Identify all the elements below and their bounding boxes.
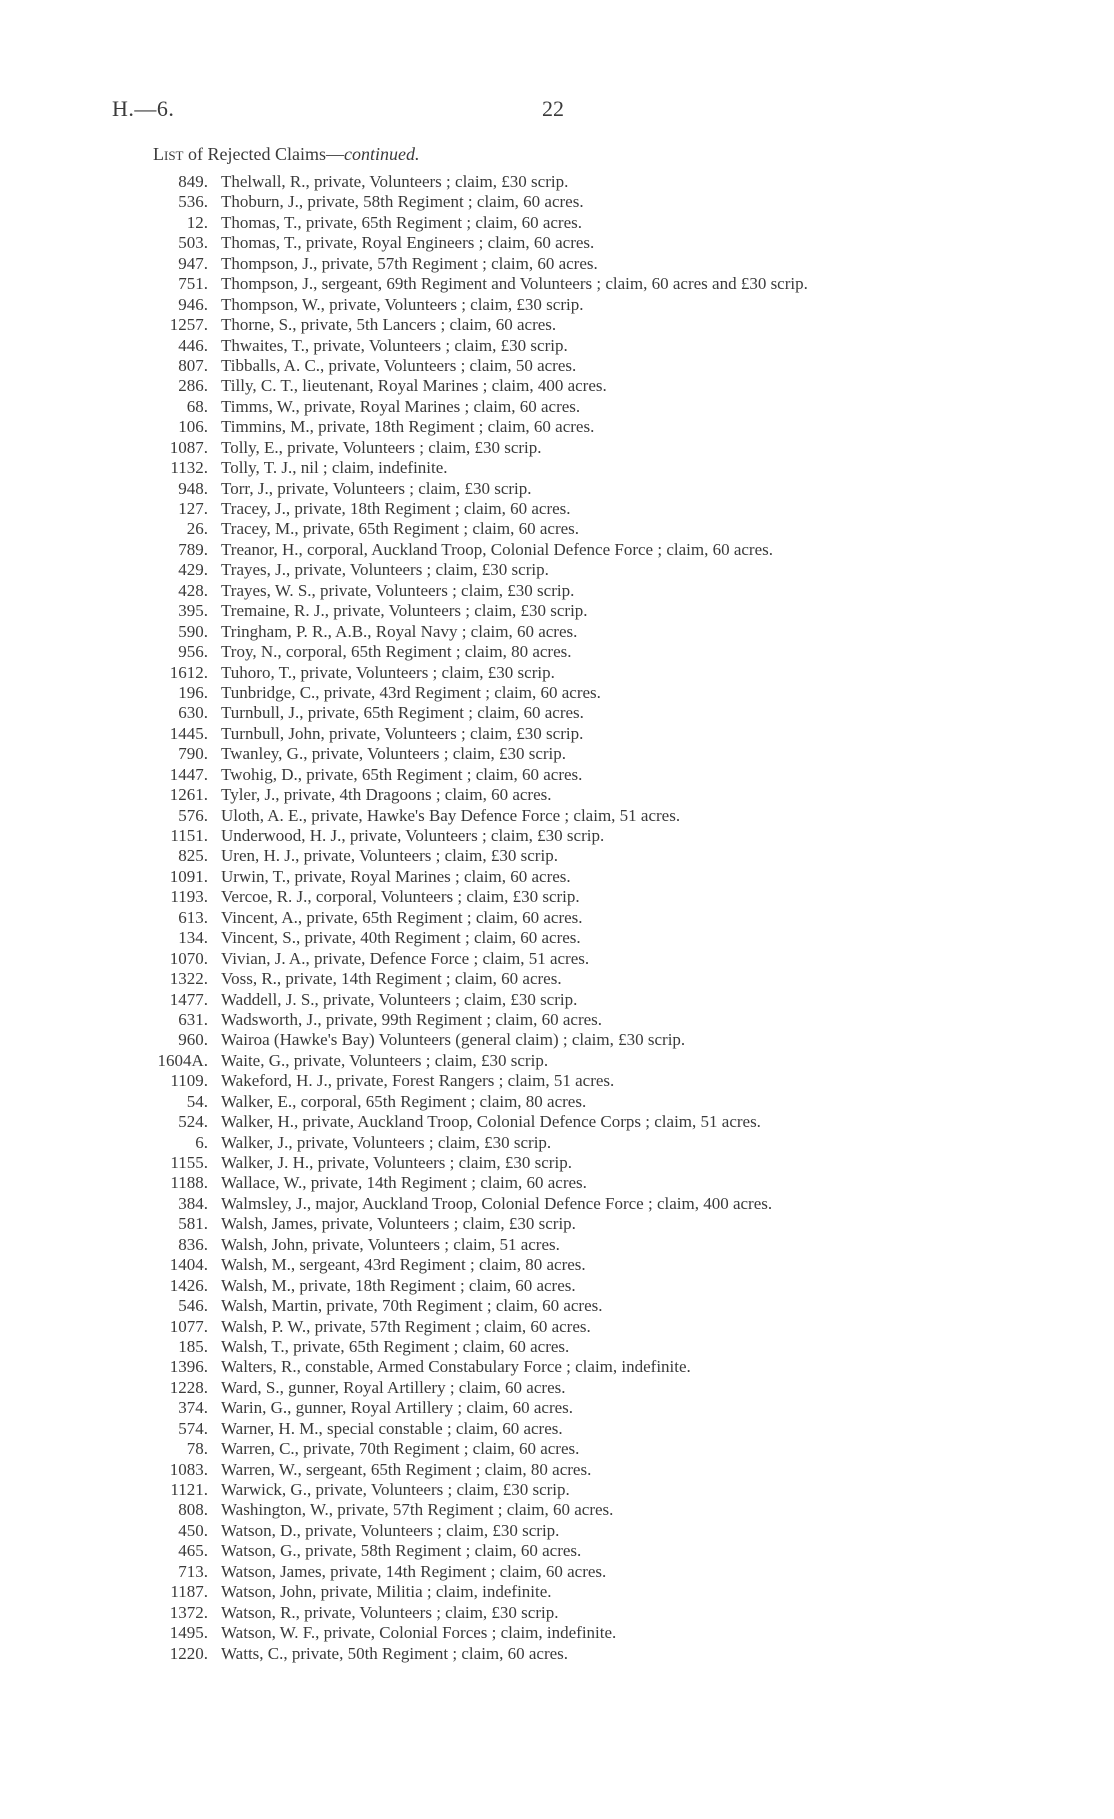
claim-number: 12.: [186, 212, 208, 232]
claim-number: 630.: [178, 703, 208, 723]
list-item: [0, 1030, 1114, 1050]
list-item: [0, 581, 1114, 601]
list-title-rest: of Rejected Claims—: [183, 144, 344, 164]
list-item: [0, 642, 1114, 662]
list-item: [0, 928, 1114, 948]
claim-text: Warren, W., sergeant, 65th Regiment ; claim, 80 acres.: [221, 1459, 592, 1479]
claim-number: 576.: [178, 805, 208, 825]
claim-number: 446.: [178, 335, 208, 355]
claim-text: Watson, R., private, Volunteers ; claim, £30 scrip.: [221, 1602, 559, 1622]
claim-number: 1372.: [169, 1602, 208, 1622]
page-header: [112, 96, 1002, 126]
claim-text: Ward, S., gunner, Royal Artillery ; claim, 60 acres.: [221, 1377, 566, 1397]
list-item: [0, 683, 1114, 703]
list-title: [153, 144, 419, 165]
list-item: [0, 1214, 1114, 1234]
claim-number: 1396.: [169, 1357, 208, 1377]
claim-text: Underwood, H. J., private, Volunteers ; claim, £30 scrip.: [221, 826, 605, 845]
claim-text: Wairoa (Hawke's Bay) Volunteers (general claim) ; claim, £30 scrip.: [221, 1030, 686, 1050]
claim-text: Thompson, J., sergeant, 69th Regiment and Volunteers ; claim, 60 acres and £30 scrip.: [221, 274, 808, 294]
claim-number: 1477.: [169, 989, 208, 1009]
list-item: [0, 519, 1114, 539]
claim-text: Walsh, P. W., private, 57th Regiment ; claim, 60 acres.: [221, 1316, 591, 1336]
claim-text: Timms, W., private, Royal Marines ; claim, 60 acres.: [221, 396, 581, 416]
claim-number: 546.: [178, 1296, 208, 1316]
claim-number: 1109.: [170, 1071, 208, 1091]
list-item: [0, 1460, 1114, 1480]
claim-number: 1261.: [169, 785, 208, 805]
claim-text: Wakeford, H. J., private, Forest Rangers ; claim, 51 acres.: [221, 1071, 615, 1091]
claim-number: 185.: [178, 1336, 208, 1356]
claim-number: 948.: [178, 478, 208, 498]
claim-text: Voss, R., private, 14th Regiment ; claim, 60 acres.: [221, 969, 562, 989]
claim-number: 956.: [178, 642, 208, 662]
claim-number: 613.: [178, 907, 208, 927]
claim-number: 384.: [178, 1193, 208, 1213]
list-item: [0, 172, 1114, 192]
claim-number: 1445.: [169, 723, 208, 743]
claim-text: Walker, J., private, Volunteers ; claim, £30 scrip.: [221, 1132, 552, 1152]
list-item: [0, 724, 1114, 744]
claim-number: 286.: [178, 376, 208, 396]
list-item: [0, 949, 1114, 969]
claim-number: 1495.: [169, 1623, 208, 1643]
claim-number: 26.: [186, 519, 208, 539]
claim-number: 127.: [178, 499, 208, 518]
list-item: [0, 356, 1114, 376]
claim-text: Walsh, M., private, 18th Regiment ; claim, 60 acres.: [221, 1275, 576, 1295]
claim-number: 631.: [178, 1009, 208, 1029]
list-item: [0, 826, 1114, 846]
list-item: [0, 1276, 1114, 1296]
claim-number: 1257.: [169, 315, 208, 335]
list-item: [0, 1623, 1114, 1643]
list-item: [0, 1480, 1114, 1500]
claim-number: 1220.: [169, 1643, 208, 1663]
list-item: [0, 397, 1114, 417]
list-item: [0, 1133, 1114, 1153]
claim-number: 960.: [178, 1030, 208, 1050]
claim-text: Walters, R., constable, Armed Constabulary Force ; claim, indefinite.: [221, 1357, 691, 1377]
claim-number: 1193.: [170, 887, 208, 907]
claim-number: 1404.: [169, 1255, 208, 1275]
claim-number: 1121.: [170, 1480, 208, 1499]
claim-text: Walsh, John, private, Volunteers ; claim, 51 acres.: [221, 1234, 560, 1254]
list-item: [0, 274, 1114, 294]
list-item: [0, 1112, 1114, 1132]
claim-number: 1604A.: [157, 1050, 208, 1070]
claim-number: 450.: [178, 1520, 208, 1540]
claim-number: 536.: [178, 192, 208, 212]
list-item: [0, 540, 1114, 560]
claim-text: Watson, James, private, 14th Regiment ; claim, 60 acres.: [221, 1561, 607, 1581]
claim-number: 789.: [178, 539, 208, 559]
claim-number: 503.: [178, 233, 208, 253]
claim-text: Warren, C., private, 70th Regiment ; claim, 60 acres.: [221, 1439, 580, 1459]
claim-number: 1426.: [169, 1275, 208, 1295]
list-item: [0, 213, 1114, 233]
list-item: [0, 1439, 1114, 1459]
claim-number: 849.: [178, 172, 208, 191]
list-item: [0, 1521, 1114, 1541]
claim-text: Thoburn, J., private, 58th Regiment ; claim, 60 acres.: [221, 192, 584, 212]
claim-number: 6.: [195, 1132, 208, 1152]
claim-number: 807.: [178, 355, 208, 375]
list-item: [0, 969, 1114, 989]
list-item: [0, 1419, 1114, 1439]
list-item: [0, 499, 1114, 519]
list-item: [0, 417, 1114, 437]
list-item: [0, 1317, 1114, 1337]
list-item: [0, 806, 1114, 826]
claim-text: Vincent, S., private, 40th Regiment ; claim, 60 acres.: [221, 928, 581, 948]
claim-number: 78.: [186, 1439, 208, 1459]
claim-number: 825.: [178, 846, 208, 866]
claim-text: Tibballs, A. C., private, Volunteers ; claim, 50 acres.: [221, 355, 577, 375]
list-item: [0, 990, 1114, 1010]
list-item: [0, 1582, 1114, 1602]
claim-number: 1187.: [170, 1582, 208, 1602]
claim-text: Thomas, T., private, 65th Regiment ; claim, 60 acres.: [221, 212, 583, 232]
claim-text: Wallace, W., private, 14th Regiment ; claim, 60 acres.: [221, 1173, 587, 1193]
claim-text: Thompson, W., private, Volunteers ; claim, £30 scrip.: [221, 294, 584, 314]
list-item: [0, 1603, 1114, 1623]
claim-number: 574.: [178, 1418, 208, 1438]
list-item: [0, 254, 1114, 274]
document-code: H.—6.: [112, 96, 175, 121]
claim-text: Tyler, J., private, 4th Dragoons ; claim, 60 acres.: [221, 785, 552, 805]
list-item: [0, 1255, 1114, 1275]
claim-text: Timmins, M., private, 18th Regiment ; claim, 60 acres.: [221, 417, 595, 437]
claim-text: Tracey, M., private, 65th Regiment ; claim, 60 acres.: [221, 519, 580, 539]
claim-text: Warin, G., gunner, Royal Artillery ; claim, 60 acres.: [221, 1398, 574, 1418]
claim-text: Walsh, Martin, private, 70th Regiment ; claim, 60 acres.: [221, 1296, 603, 1316]
claim-text: Walmsley, J., major, Auckland Troop, Colonial Defence Force ; claim, 400 acres.: [221, 1193, 773, 1213]
claim-text: Vincent, A., private, 65th Regiment ; claim, 60 acres.: [221, 907, 583, 927]
list-item: [0, 1071, 1114, 1091]
claim-number: 1083.: [169, 1459, 208, 1479]
claim-text: Uren, H. J., private, Volunteers ; claim, £30 scrip.: [221, 846, 558, 866]
claim-number: 465.: [178, 1541, 208, 1561]
list-item: [0, 1194, 1114, 1214]
claim-text: Watts, C., private, 50th Regiment ; claim, 60 acres.: [221, 1643, 569, 1663]
claim-text: Washington, W., private, 57th Regiment ; claim, 60 acres.: [221, 1500, 614, 1520]
list-item: [0, 479, 1114, 499]
claim-text: Tuhoro, T., private, Volunteers ; claim, £30 scrip.: [221, 662, 555, 682]
claim-number: 1155.: [170, 1153, 208, 1172]
claim-text: Troy, N., corporal, 65th Regiment ; claim, 80 acres.: [221, 642, 572, 662]
claim-text: Warner, H. M., special constable ; claim, 60 acres.: [221, 1418, 563, 1438]
claim-number: 1132.: [170, 458, 208, 478]
list-item: [0, 1500, 1114, 1520]
claim-text: Thorne, S., private, 5th Lancers ; claim, 60 acres.: [221, 315, 557, 335]
list-item: [0, 846, 1114, 866]
claim-number: 751.: [178, 274, 208, 294]
claim-text: Tolly, E., private, Volunteers ; claim, £30 scrip.: [221, 437, 542, 457]
claim-text: Tremaine, R. J., private, Volunteers ; claim, £30 scrip.: [221, 601, 588, 621]
claims-list: [0, 172, 1114, 1664]
claim-number: 590.: [178, 621, 208, 641]
list-item: [0, 1357, 1114, 1377]
claim-text: Wadsworth, J., private, 99th Regiment ; claim, 60 acres.: [221, 1009, 603, 1029]
list-item: [0, 458, 1114, 478]
claim-number: 1077.: [169, 1316, 208, 1336]
list-item: [0, 1296, 1114, 1316]
claim-number: 1612.: [169, 662, 208, 682]
list-item: [0, 1235, 1114, 1255]
list-item: [0, 1644, 1114, 1664]
claim-text: Twanley, G., private, Volunteers ; claim, £30 scrip.: [221, 744, 567, 764]
claim-text: Watson, D., private, Volunteers ; claim, £30 scrip.: [221, 1520, 560, 1540]
claim-text: Thomas, T., private, Royal Engineers ; claim, 60 acres.: [221, 233, 595, 253]
claim-text: Vercoe, R. J., corporal, Volunteers ; claim, £30 scrip.: [221, 887, 580, 907]
claim-text: Uloth, A. E., private, Hawke's Bay Defence Force ; claim, 51 acres.: [221, 805, 681, 825]
list-item: [0, 1051, 1114, 1071]
claim-number: 196.: [178, 682, 208, 702]
claim-text: Watson, W. F., private, Colonial Forces ; claim, indefinite.: [221, 1623, 617, 1643]
list-item: [0, 887, 1114, 907]
claim-text: Waddell, J. S., private, Volunteers ; claim, £30 scrip.: [221, 989, 578, 1009]
claim-text: Walker, E., corporal, 65th Regiment ; claim, 80 acres.: [221, 1091, 587, 1111]
claim-text: Thwaites, T., private, Volunteers ; claim, £30 scrip.: [221, 335, 568, 355]
page-number: 22: [542, 96, 564, 121]
claim-text: Walsh, James, private, Volunteers ; claim, £30 scrip.: [221, 1214, 576, 1234]
claim-text: Thelwall, R., private, Volunteers ; claim, £30 scrip.: [221, 172, 569, 191]
list-item: [0, 1562, 1114, 1582]
claim-number: 581.: [178, 1214, 208, 1234]
claim-number: 106.: [178, 417, 208, 437]
claim-number: 428.: [178, 580, 208, 600]
list-item: [0, 1153, 1114, 1173]
claim-number: 713.: [178, 1561, 208, 1581]
claim-number: 1091.: [169, 866, 208, 886]
list-item: [0, 336, 1114, 356]
list-item: [0, 1173, 1114, 1193]
list-item: [0, 744, 1114, 764]
claim-text: Watson, John, private, Militia ; claim, indefinite.: [221, 1582, 552, 1602]
claim-number: 1228.: [169, 1377, 208, 1397]
claim-text: Tunbridge, C., private, 43rd Regiment ; claim, 60 acres.: [221, 682, 601, 702]
claim-number: 429.: [178, 560, 208, 580]
claim-text: Walker, J. H., private, Volunteers ; claim, £30 scrip.: [221, 1153, 572, 1172]
claim-text: Torr, J., private, Volunteers ; claim, £30 scrip.: [221, 478, 532, 498]
claim-text: Walker, H., private, Auckland Troop, Colonial Defence Corps ; claim, 51 acres.: [221, 1112, 761, 1132]
claim-text: Tringham, P. R., A.B., Royal Navy ; claim, 60 acres.: [221, 621, 578, 641]
claim-number: 1070.: [169, 948, 208, 968]
claim-number: 524.: [178, 1112, 208, 1132]
list-title-continued: continued.: [343, 144, 420, 164]
claim-text: Waite, G., private, Volunteers ; claim, £30 scrip.: [221, 1050, 549, 1070]
claim-text: Trayes, W. S., private, Volunteers ; claim, £30 scrip.: [221, 580, 575, 600]
claim-number: 1447.: [169, 764, 208, 784]
claim-text: Walsh, T., private, 65th Regiment ; claim, 60 acres.: [221, 1336, 570, 1356]
claim-number: 395.: [178, 601, 208, 621]
claim-number: 1322.: [169, 969, 208, 989]
list-item: [0, 192, 1114, 212]
claim-text: Twohig, D., private, 65th Regiment ; claim, 60 acres.: [221, 764, 583, 784]
list-item: [0, 765, 1114, 785]
list-item: [0, 560, 1114, 580]
claim-number: 1087.: [169, 437, 208, 457]
claim-text: Tracey, J., private, 18th Regiment ; claim, 60 acres.: [221, 499, 571, 518]
list-item: [0, 295, 1114, 315]
claim-text: Urwin, T., private, Royal Marines ; claim, 60 acres.: [221, 866, 571, 886]
claim-number: 1188.: [170, 1173, 208, 1193]
claim-number: 808.: [178, 1500, 208, 1520]
claim-text: Warwick, G., private, Volunteers ; claim, £30 scrip.: [221, 1480, 570, 1499]
list-item: [0, 376, 1114, 396]
claim-text: Walsh, M., sergeant, 43rd Regiment ; claim, 80 acres.: [221, 1255, 586, 1275]
list-item: [0, 1092, 1114, 1112]
claim-text: Thompson, J., private, 57th Regiment ; claim, 60 acres.: [221, 253, 598, 273]
claim-number: 54.: [186, 1091, 208, 1111]
claim-number: 947.: [178, 253, 208, 273]
list-item: [0, 1541, 1114, 1561]
list-item: [0, 785, 1114, 805]
claim-number: 790.: [178, 744, 208, 764]
claim-text: Tolly, T. J., nil ; claim, indefinite.: [221, 458, 448, 478]
claim-text: Turnbull, John, private, Volunteers ; claim, £30 scrip.: [221, 723, 584, 743]
claim-number: 946.: [178, 294, 208, 314]
list-item: [0, 1378, 1114, 1398]
list-item: [0, 1010, 1114, 1030]
list-item: [0, 908, 1114, 928]
claim-text: Vivian, J. A., private, Defence Force ; claim, 51 acres.: [221, 948, 590, 968]
claim-number: 836.: [178, 1234, 208, 1254]
list-item: [0, 703, 1114, 723]
list-item: [0, 438, 1114, 458]
claim-number: 134.: [178, 928, 208, 948]
claim-number: 374.: [178, 1398, 208, 1418]
list-item: [0, 233, 1114, 253]
claim-text: Tilly, C. T., lieutenant, Royal Marines ; claim, 400 acres.: [221, 376, 607, 396]
list-item: [0, 601, 1114, 621]
claim-number: 1151.: [170, 826, 208, 845]
claim-number: 68.: [186, 396, 208, 416]
claim-text: Watson, G., private, 58th Regiment ; claim, 60 acres.: [221, 1541, 582, 1561]
list-item: [0, 622, 1114, 642]
list-item: [0, 1337, 1114, 1357]
list-item: [0, 663, 1114, 683]
list-item: [0, 315, 1114, 335]
list-item: [0, 1398, 1114, 1418]
claim-text: Turnbull, J., private, 65th Regiment ; claim, 60 acres.: [221, 703, 584, 723]
claim-text: Trayes, J., private, Volunteers ; claim, £30 scrip.: [221, 560, 549, 580]
claim-text: Treanor, H., corporal, Auckland Troop, Colonial Defence Force ; claim, 60 acres.: [221, 539, 774, 559]
list-title-lead: List: [153, 144, 184, 164]
list-item: [0, 867, 1114, 887]
